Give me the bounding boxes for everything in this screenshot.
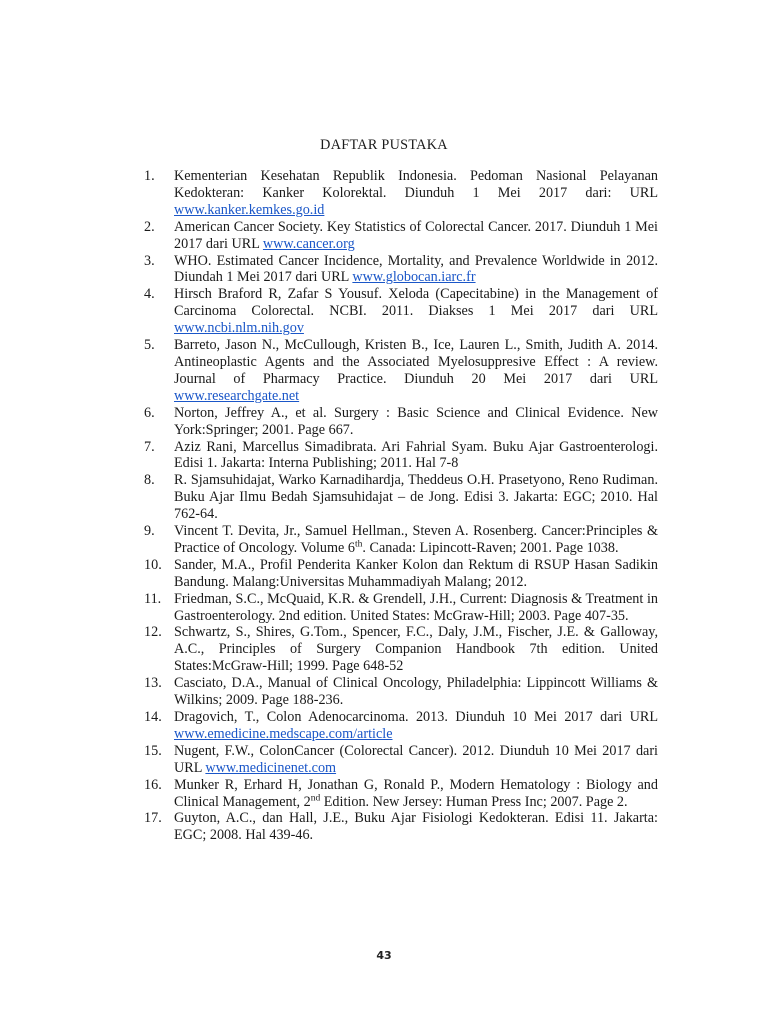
reference-text: Norton, Jeffrey A., et al. Surgery : Basic Science and Clinical Evidence. New York:Springer; 2001. Page 667. [174,404,658,438]
reference-text: Friedman, S.C., McQuaid, K.R. & Grendell, J.H., Current: Diagnosis & Treatment in Gastroenterology. 2nd edition. United States: McGraw-Hill; 2003. Page 407-35. [174,590,658,624]
reference-item [144,253,658,287]
reference-number: 11. [144,590,162,607]
reference-body [174,439,658,473]
reference-number: 3. [144,252,155,269]
reference-item [144,472,658,523]
reference-link[interactable]: www.globocan.iarc.fr [352,269,476,286]
reference-body [174,709,658,743]
reference-text: Barreto, Jason N., McCullough, Kristen B., Ice, Lauren L., Smith, Judith A. 2014. Antineoplastic Agents and the Associated Myelosuppresive Effect : A review. Journal of Pharmacy Practice. Diunduh 20 Mei 2017 dari URL [174,337,658,387]
reference-number: 12. [144,624,162,641]
reference-body [174,557,658,591]
reference-number: 14. [144,709,162,725]
reference-text: Sander, M.A., Profil Penderita Kanker Kolon dan Rektum di RSUP Hasan Sadikin Bandung. Malang:Universitas Muhammadiyah Malang; 2012. [174,556,658,590]
reference-number: 5. [144,337,155,354]
reference-item [144,286,658,337]
reference-text-continued: . Canada: Lipincott-Raven; 2001. Page 1038. [362,539,619,556]
reference-body [174,472,658,523]
reference-link[interactable]: www.researchgate.net [174,387,300,404]
reference-text: Guyton, A.C., dan Hall, J.E., Buku Ajar Fisiologi Kedokteran. Edisi 11. Jakarta: EGC; 2008. Hal 439-46. [174,810,658,844]
reference-body [174,591,658,625]
reference-item [144,405,658,439]
reference-number: 1. [144,168,155,184]
reference-body [174,624,658,675]
reference-text: Dragovich, T., Colon Adenocarcinoma. 2013. Diunduh 10 Mei 2017 dari URL [174,709,658,725]
reference-number: 8. [144,472,155,489]
reference-item [144,219,658,253]
reference-item [144,777,658,811]
reference-number: 10. [144,556,162,573]
reference-link[interactable]: www.emedicine.medscape.com/article [174,725,393,742]
reference-body [174,675,658,709]
reference-number: 4. [144,286,155,303]
reference-text: American Cancer Society. Key Statistics of Colorectal Cancer. 2017. Diunduh 1 Mei 2017 dari URL [174,218,658,252]
reference-text: Nugent, F.W., ColonCancer (Colorectal Cancer). 2012. Diunduh 10 Mei 2017 dari URL [174,742,658,776]
reference-item [144,675,658,709]
reference-body [174,405,658,439]
reference-link[interactable]: www.medicinenet.com [205,759,337,776]
reference-item [144,557,658,591]
reference-body [174,286,658,337]
reference-item [144,337,658,405]
reference-number: 2. [144,218,155,235]
reference-text: Hirsch Braford R, Zafar S Yousuf. Xeloda (Capecitabine) in the Management of Carcinoma Colorectal. NCBI. 2011. Diakses 1 Mei 2017 dari URL [174,286,658,320]
reference-body [174,523,658,557]
reference-body [174,219,658,253]
reference-text: WHO. Estimated Cancer Incidence, Mortality, and Prevalence Worldwide in 2012. Diundah 1 Mei 2017 dari URL [174,252,658,286]
reference-body [174,337,658,405]
reference-number: 17. [144,810,162,827]
reference-text: R. Sjamsuhidajat, Warko Karnadihardja, Theddeus O.H. Prasetyono, Reno Rudiman. Buku Ajar Ilmu Bedah Sjamsuhidajat – de Jong. Edisi 3. Jakarta: EGC; 2010. Hal 762-64. [174,472,658,523]
reference-number: 6. [144,404,155,421]
reference-number: 15. [144,742,162,759]
reference-item [144,624,658,675]
page-number: 43 [376,949,392,962]
reference-body [174,253,658,287]
reference-number: 9. [144,523,155,540]
reference-text: Aziz Rani, Marcellus Simadibrata. Ari Fahrial Syam. Buku Ajar Gastroenterologi. Edisi 1. Jakarta: Interna Publishing; 2011. Hal 7-8 [174,438,658,472]
reference-link[interactable]: www.cancer.org [262,235,355,252]
reference-item [144,523,658,557]
reference-number: 7. [144,438,155,455]
reference-text: Schwartz, S., Shires, G.Tom., Spencer, F.C., Daly, J.M., Fischer, J.E. & Galloway, A.C., Principles of Surgery Companion Handbook 7th edition. United States:McGraw-Hill; 1999. Page 648-52 [174,624,658,675]
reference-link[interactable]: www.kanker.kemkes.go.id [174,201,325,218]
reference-superscript: th [355,539,363,550]
reference-item [144,709,658,743]
reference-text: Munker R, Erhard H, Jonathan G, Ronald P., Modern Hematology : Biology and Clinical Management, 2 [174,776,658,810]
reference-text-continued: Edition. New Jersey: Human Press Inc; 2007. Page 2. [320,793,628,810]
reference-text: Kementerian Kesehatan Republik Indonesia. Pedoman Nasional Pelayanan Kedokteran: Kanker Kolorektal. Diunduh 1 Mei 2017 dari: URL [174,168,658,201]
reference-list [144,168,658,844]
reference-item [144,168,658,219]
reference-link[interactable]: www.ncbi.nlm.nih.gov [174,320,304,337]
reference-text: Casciato, D.A., Manual of Clinical Oncology, Philadelphia: Lippincott Williams & Wilkins; 2009. Page 188-236. [174,675,658,709]
reference-number: 16. [144,776,162,793]
reference-body [174,743,658,777]
reference-item [144,439,658,473]
reference-body [174,777,658,811]
page-title: DAFTAR PUSTAKA [320,137,448,153]
reference-superscript: nd [310,792,321,803]
reference-body [174,810,658,844]
reference-body [174,168,658,219]
reference-text: Vincent T. Devita, Jr., Samuel Hellman., Steven A. Rosenberg. Cancer:Principles & Practice of Oncology. Volume 6 [174,523,658,556]
reference-number: 13. [144,675,162,692]
reference-item [144,810,658,844]
reference-item [144,743,658,777]
reference-item [144,591,658,625]
